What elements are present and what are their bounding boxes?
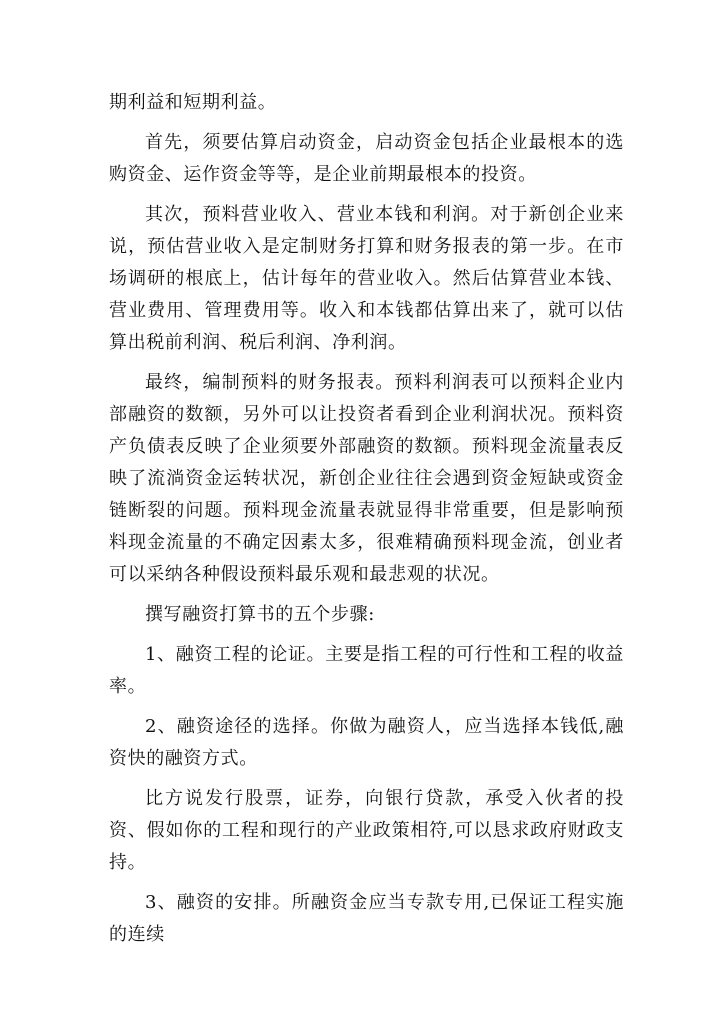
paragraph: 期利益和短期利益。: [109, 92, 277, 113]
paragraph: 2、融资途径的选择。你做为融资人，应当选择本钱低,融资快的融资方式。: [109, 716, 624, 769]
paragraph: 首先，须要估算启动资金，启动资金包括企业最根本的选购资金、运作资金等等，是企业前期最根本的投资。: [109, 132, 624, 185]
paragraph: 其次，预料营业收入、营业本钱和利润。对于新创企业来说，预估营业收入是定制财务打算和财务报表的第一步。在市场调研的根底上，估计每年的营业收入。然后估算营业本钱、营业费用、管理费用等。收入和本钱都估算出来了，就可以估算出税前利润、税后利润、净利润。: [109, 204, 624, 353]
paragraph: 最终，编制预料的财务报表。预料利润表可以预料企业内部融资的数额，另外可以让投资者看到企业利润状况。预料资产负债表反映了企业须要外部融资的数额。预料现金流量表反映了流淌资金运转状况，新创企业往往会遇到资金短缺或资金链断裂的问题。预料现金流量表就显得非常重要，但是影响预料现金流量的不确定因素太多，很难精确预料现金流，创业者可以采纳各种假设预料最乐观和最悲观的状况。: [109, 372, 624, 585]
document-body: [109, 87, 624, 959]
paragraph: 比方说发行股票，证券，向银行贷款，承受入伙者的投资、假如你的工程和现行的产业政策相符,可以恳求政府财政支持。: [109, 788, 624, 873]
paragraph: 3、融资的安排。所融资金应当专款专用,已保证工程实施的连续: [109, 892, 624, 945]
paragraph: 1、融资工程的论证。主要是指工程的可行性和工程的收益率。: [109, 644, 624, 697]
paragraph: 撰写融资打算书的五个步骤:: [145, 604, 375, 625]
